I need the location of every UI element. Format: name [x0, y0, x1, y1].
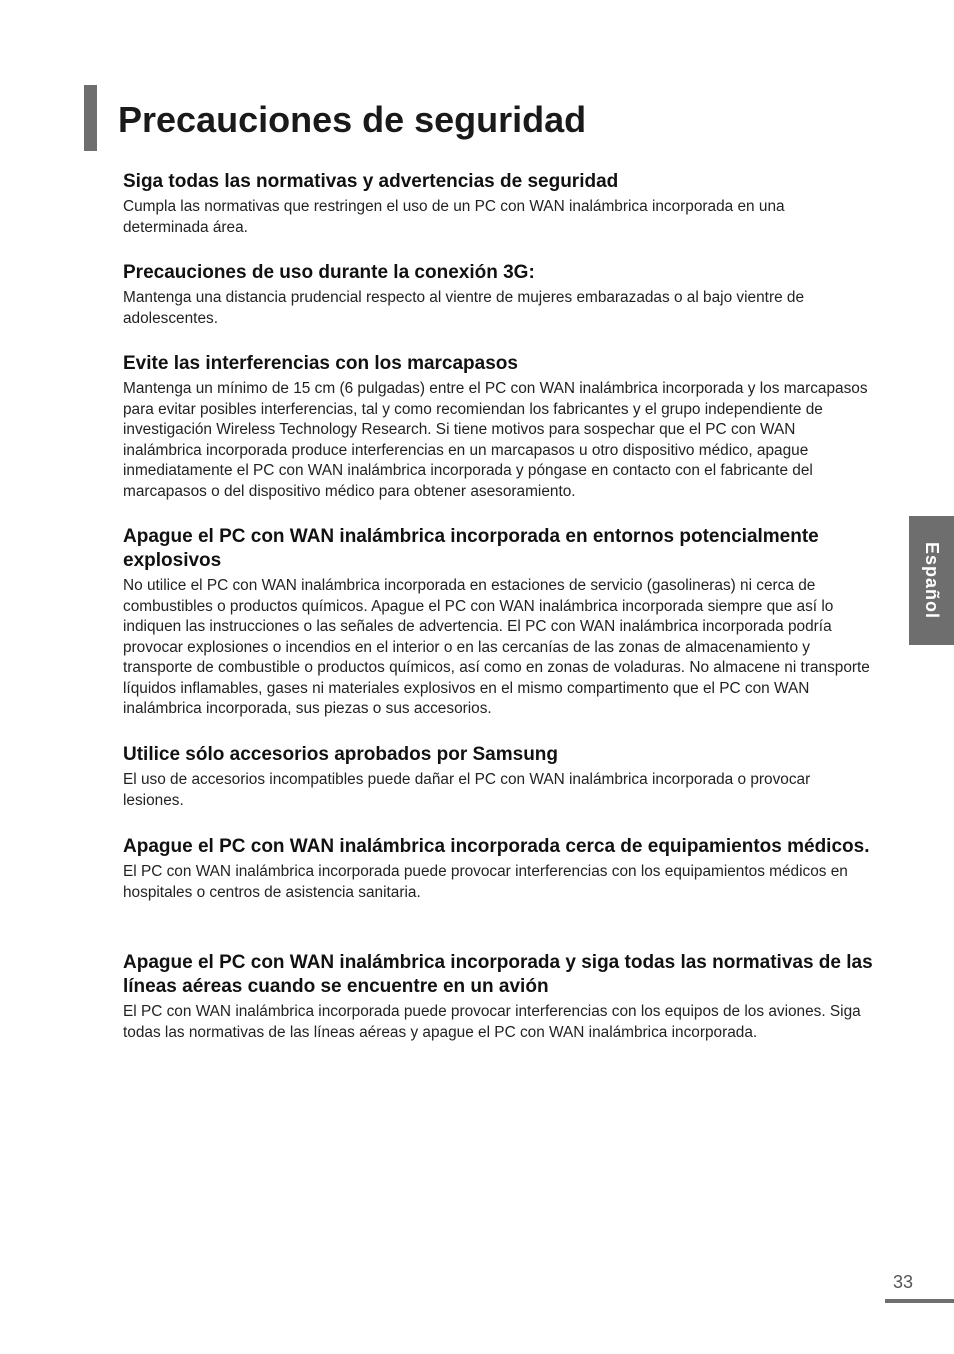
- section-body: No utilice el PC con WAN inalámbrica incorporada en estaciones de servicio (gasolineras) ni cerca de combustibles o productos químicos. Apague el PC con WAN inalámbrica incorporada siempre que así lo indiquen las instrucciones o las señales de advertencia. El PC con WAN inalámbrica incorporada podría provocar explosiones o incendios en el interior o en las cercanías de las zonas de almacenamiento y transporte de combustible o productos químicos, así como en zonas de voladuras. No almacene ni transporte líquidos inflamables, gases ni materiales explosivos en el mismo compartimento que el PC con WAN inalámbrica incorporada, sus piezas o sus accesorios.: [123, 577, 870, 717]
- section-3g-precautions: [123, 261, 873, 329]
- language-tab: [909, 516, 954, 645]
- section-body: Mantenga una distancia prudencial respecto al vientre de mujeres embarazadas o al bajo vientre de adolescentes.: [123, 289, 805, 327]
- section-heading: Apague el PC con WAN inalámbrica incorporada en entornos potencialmente explosivos: [123, 526, 819, 571]
- section-heading: Siga todas las normativas y advertencias de seguridad: [123, 171, 619, 192]
- section-heading: Evite las interferencias con los marcapasos: [123, 353, 518, 374]
- section-heading: Utilice sólo accesorios aprobados por Samsung: [123, 744, 559, 765]
- section-approved-accessories: [123, 743, 873, 811]
- section-body: Cumpla las normativas que restringen el uso de un PC con WAN inalámbrica incorporada en una determinada área.: [123, 198, 785, 236]
- section-body: El uso de accesorios incompatibles puede dañar el PC con WAN inalámbrica incorporada o provocar lesiones.: [123, 771, 811, 809]
- section-heading: Apague el PC con WAN inalámbrica incorporada cerca de equipamientos médicos.: [123, 836, 870, 857]
- section-safety-regulations: [123, 170, 873, 238]
- section-body: El PC con WAN inalámbrica incorporada puede provocar interferencias con los equipos de los aviones. Siga todas las normativas de las líneas aéreas y apague el PC con WAN inalámbrica incorporada.: [123, 1003, 861, 1041]
- page-number-rule: [885, 1299, 954, 1303]
- language-tab-label: Español: [922, 541, 943, 620]
- section-body: Mantenga un mínimo de 15 cm (6 pulgadas) entre el PC con WAN inalámbrica incorporada y los marcapasos para evitar posibles interferencias, tal y como recomiendan los fabricantes y el grupo independiente de investigación Wireless Technology Research. Si tiene motivos para sospechar que el PC con WAN inalámbrica incorporada produce interferencias en un marcapasos u otro dispositivo médico, apague inmediatamente el PC con WAN inalámbrica incorporada y póngase en contacto con el fabricante del marcapasos o del dispositivo médico para obtener asesoramiento.: [123, 380, 868, 500]
- section-medical-equipment: [123, 835, 873, 903]
- page-number: 33: [893, 1272, 914, 1292]
- section-aircraft: [123, 951, 873, 1043]
- language-tab-label-wrapper: [909, 516, 954, 645]
- section-heading: Precauciones de uso durante la conexión 3G:: [123, 262, 535, 283]
- section-pacemakers: [123, 352, 873, 502]
- section-explosive-environments: [123, 525, 873, 720]
- page-title: Precauciones de seguridad: [118, 99, 587, 140]
- section-heading: Apague el PC con WAN inalámbrica incorporada y siga todas las normativas de las líneas aéreas cuando se encuentre en un avión: [123, 952, 873, 997]
- title-accent-bar: [84, 85, 97, 151]
- section-body: El PC con WAN inalámbrica incorporada puede provocar interferencias con los equipamientos médicos en hospitales o centros de asistencia sanitaria.: [123, 863, 848, 901]
